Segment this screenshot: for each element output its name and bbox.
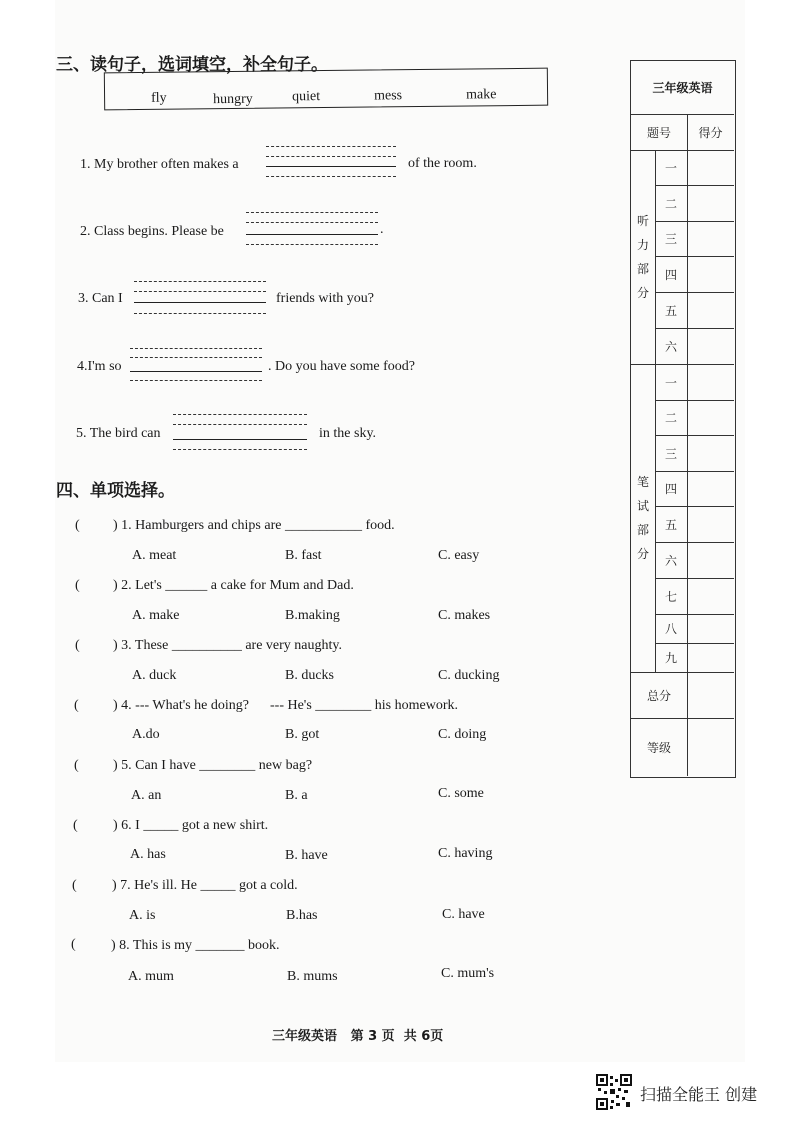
question-5-option-c[interactable]: C. some bbox=[438, 786, 484, 801]
question-3-option-b[interactable]: B. ducks bbox=[285, 668, 334, 683]
writing-score-2[interactable] bbox=[687, 400, 734, 435]
question-8-option-a[interactable]: A. mum bbox=[128, 969, 174, 984]
writing-row-3: 三 bbox=[664, 446, 677, 461]
writing-row-6: 六 bbox=[664, 553, 677, 568]
writing-score-4[interactable] bbox=[687, 471, 734, 506]
score-table bbox=[630, 60, 736, 778]
word-bank-item: quiet bbox=[292, 89, 321, 105]
answer-bracket-6[interactable]: ( bbox=[73, 818, 78, 833]
listening-row-3: 三 bbox=[664, 232, 677, 246]
page-footer: 三年级英语 第 3 页 共 6页 bbox=[272, 1029, 444, 1044]
question-2-option-a[interactable]: A. make bbox=[132, 608, 180, 623]
writing-row-4: 四 bbox=[664, 482, 677, 496]
answer-bracket-3[interactable]: ( bbox=[75, 638, 80, 653]
listening-score-1[interactable] bbox=[687, 150, 734, 185]
question-7-option-a[interactable]: A. is bbox=[129, 908, 156, 923]
writing-row-2: 二 bbox=[664, 411, 677, 425]
answer-bracket-2[interactable]: ( bbox=[75, 578, 80, 593]
scanner-watermark: 扫描全能王 创建 bbox=[640, 1085, 758, 1104]
question-4-stem: ) 4. --- What's he doing? --- He's ________ his homework. bbox=[113, 698, 458, 713]
fill-item-5-after: in the sky. bbox=[319, 426, 377, 441]
listening-section-label: 听力部分 bbox=[636, 214, 649, 300]
total-score[interactable] bbox=[687, 672, 734, 718]
question-6-option-a[interactable]: A. has bbox=[130, 847, 166, 862]
fill-item-1-after: of the room. bbox=[408, 156, 477, 171]
question-6-option-b[interactable]: B. have bbox=[285, 848, 328, 863]
question-3-option-c[interactable]: C. ducking bbox=[438, 668, 500, 683]
fill-item-5-before: 5. The bird can bbox=[76, 426, 161, 441]
question-5-option-b[interactable]: B. a bbox=[285, 788, 308, 803]
fill-item-4-before: 4.I'm so bbox=[77, 359, 122, 374]
word-bank-item: hungry bbox=[213, 91, 253, 108]
question-6-option-c[interactable]: C. having bbox=[438, 846, 493, 861]
question-6-stem: ) 6. I _____ got a new shirt. bbox=[113, 818, 269, 833]
question-5-stem: ) 5. Can I have ________ new bag? bbox=[113, 758, 313, 773]
writing-row-9: 九 bbox=[664, 651, 677, 665]
total-label: 总分 bbox=[646, 688, 671, 703]
writing-row-5: 五 bbox=[664, 517, 677, 532]
listening-score-2[interactable] bbox=[687, 185, 734, 221]
listening-score-6[interactable] bbox=[687, 328, 734, 364]
fill-item-2-before: 2. Class begins. Please be bbox=[80, 224, 224, 239]
listening-row-1: 一 bbox=[664, 161, 677, 175]
question-1-option-b[interactable]: B. fast bbox=[285, 548, 322, 563]
question-2-option-c[interactable]: C. makes bbox=[438, 608, 491, 623]
grade-label: 等级 bbox=[646, 740, 671, 755]
question-7-stem: ) 7. He's ill. He _____ got a cold. bbox=[112, 878, 298, 893]
fill-item-3-before: 3. Can I bbox=[78, 291, 123, 306]
question-1-option-a[interactable]: A. meat bbox=[132, 548, 177, 563]
fill-blank-4[interactable] bbox=[130, 348, 262, 382]
writing-score-9[interactable] bbox=[687, 643, 734, 672]
fill-blank-5[interactable] bbox=[173, 414, 307, 450]
listening-score-5[interactable] bbox=[687, 292, 734, 328]
listening-score-4[interactable] bbox=[687, 256, 734, 292]
writing-score-6[interactable] bbox=[687, 542, 734, 578]
question-2-option-b[interactable]: B.making bbox=[285, 608, 340, 623]
question-4-option-c[interactable]: C. doing bbox=[438, 727, 487, 742]
answer-bracket-4[interactable]: ( bbox=[74, 698, 79, 713]
question-7-option-b[interactable]: B.has bbox=[286, 908, 318, 923]
answer-bracket-8[interactable]: ( bbox=[71, 937, 76, 952]
writing-score-3[interactable] bbox=[687, 435, 734, 471]
listening-row-4: 四 bbox=[664, 267, 677, 282]
question-3-stem: ) 3. These __________ are very naughty. bbox=[113, 638, 342, 653]
question-3-option-a[interactable]: A. duck bbox=[132, 668, 177, 683]
fill-item-1-before: 1. My brother often makes a bbox=[80, 157, 239, 172]
fill-item-4-after: . Do you have some food? bbox=[268, 359, 415, 374]
word-bank-box bbox=[104, 68, 548, 111]
section4-title: 四、单项选择。 bbox=[56, 481, 175, 501]
score-table-col-score: 得分 bbox=[698, 125, 723, 140]
question-5-option-a[interactable]: A. an bbox=[131, 788, 162, 803]
fill-blank-2[interactable] bbox=[246, 212, 378, 246]
word-bank-item: mess bbox=[373, 88, 403, 104]
fill-blank-3[interactable] bbox=[134, 281, 266, 315]
question-2-stem: ) 2. Let's ______ a cake for Mum and Dad. bbox=[113, 578, 354, 593]
section3-title: 三、读句子，选词填空，补全句子。 bbox=[56, 55, 328, 75]
question-7-option-c[interactable]: C. have bbox=[442, 907, 485, 922]
writing-section-label: 笔试部分 bbox=[636, 475, 649, 561]
fill-item-3-after: friends with you? bbox=[276, 291, 374, 306]
writing-score-7[interactable] bbox=[687, 578, 734, 614]
score-table-title: 三年级英语 bbox=[652, 81, 713, 95]
question-1-stem: ) 1. Hamburgers and chips are ___________ food. bbox=[113, 518, 395, 533]
writing-row-7: 七 bbox=[664, 589, 677, 604]
fill-item-2-after: . bbox=[380, 222, 384, 237]
word-bank-item: make bbox=[465, 87, 497, 103]
question-4-option-a[interactable]: A.do bbox=[132, 727, 160, 742]
writing-score-5[interactable] bbox=[687, 506, 734, 542]
answer-bracket-1[interactable]: ( bbox=[75, 518, 80, 533]
fill-blank-1[interactable] bbox=[266, 146, 396, 180]
listening-row-2: 二 bbox=[664, 196, 677, 211]
writing-row-1: 一 bbox=[664, 375, 677, 390]
qr-code-icon bbox=[596, 1074, 632, 1110]
writing-score-1[interactable] bbox=[687, 364, 734, 400]
question-1-option-c[interactable]: C. easy bbox=[438, 548, 480, 563]
writing-row-8: 八 bbox=[664, 622, 677, 636]
writing-score-8[interactable] bbox=[687, 614, 734, 643]
question-4-option-b[interactable]: B. got bbox=[285, 727, 320, 742]
answer-bracket-7[interactable]: ( bbox=[72, 878, 77, 893]
listening-row-5: 五 bbox=[664, 303, 677, 318]
answer-bracket-5[interactable]: ( bbox=[74, 758, 79, 773]
question-8-option-c[interactable]: C. mum's bbox=[441, 966, 495, 981]
grade-score[interactable] bbox=[687, 718, 734, 776]
question-8-option-b[interactable]: B. mums bbox=[287, 969, 338, 984]
listening-score-3[interactable] bbox=[687, 221, 734, 256]
word-bank-item: fly bbox=[151, 90, 167, 106]
listening-row-6: 六 bbox=[664, 339, 677, 354]
score-table-col-item: 题号 bbox=[646, 125, 671, 140]
question-8-stem: ) 8. This is my _______ book. bbox=[111, 938, 280, 953]
